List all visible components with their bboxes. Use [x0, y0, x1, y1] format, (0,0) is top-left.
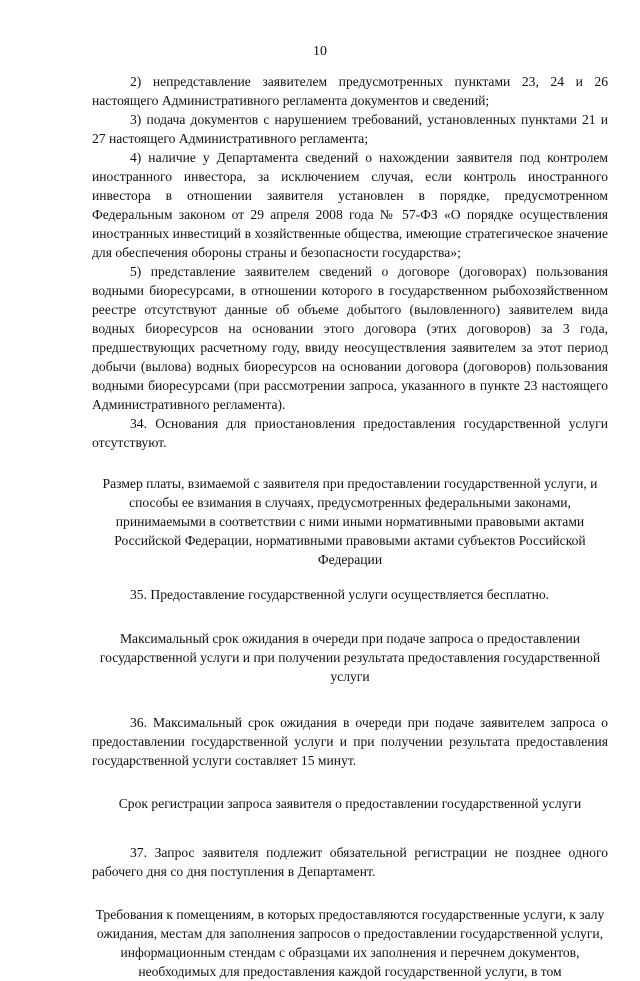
section-heading-queue-time: Максимальный срок ожидания в очереди при подаче запроса о предоставлении государственной услуги и при получении результата предоставления государственной услуги	[99, 631, 601, 684]
paragraph-item-5: 5) представление заявителем сведений о договоре (договорах) пользования водными биоресурсами, в отношении которого в государственном рыбохозяйственном реестре отсутствуют данные об объеме добытого (выловленного) заявителем вида водных биоресурсов на основании этого договора (этих договоров) за 3 года, предшествующих расчетному году, ввиду неосуществления заявителем за этот период добычи (вылова) водных биоресурсов на основании договора (договоров) пользования водными биоресурсами (при рассмотрении запроса, указанного в пункте 23 настоящего Административного регламента).	[92, 264, 608, 412]
document-body	[92, 72, 608, 981]
paragraph-item-3: 3) подача документов с нарушением требований, установленных пунктами 21 и 27 настоящего Административного регламента;	[92, 112, 608, 146]
section-heading-fee: Размер платы, взимаемой с заявителя при предоставлении государственной услуги, и способы ее взимания в случаях, предусмотренных федеральными законами, принимаемыми в соответствии с ними иными нормативными правовыми актами Российской Федерации, нормативными правовыми актами субъектов Российской Федерации	[102, 476, 598, 567]
paragraph-35: 35. Предоставление государственной услуги осуществляется бесплатно.	[130, 587, 550, 602]
section-heading-registration: Срок регистрации запроса заявителя о предоставлении государственной услуги	[118, 796, 582, 811]
paragraph-36: 36. Максимальный срок ожидания в очереди при подаче заявителем запроса о предоставлении государственной услуги и при получении результата предоставления государственной услуги составляет 15 минут.	[92, 715, 608, 768]
paragraph-item-4: 4) наличие у Департамента сведений о нахождении заявителя под контролем иностранного инвестора, за исключением случая, если контроль иностранного инвестора в отношении заявителя установлен в порядке, предусмотренном Федеральным законом от 29 апреля 2008 года № 57-ФЗ «О порядке осуществления иностранных инвестиций в хозяйственные общества, имеющие стратегическое значение для обеспечения обороны страны и безопасности государства»;	[92, 150, 608, 260]
paragraph-34: 34. Основания для приостановления предоставления государственной услуги отсутствуют.	[92, 416, 608, 450]
paragraph-37: 37. Запрос заявителя подлежит обязательной регистрации не позднее одного рабочего дня со дня поступления в Департамент.	[92, 845, 608, 879]
section-heading-premises: Требования к помещениям, в которых предоставляются государственные услуги, к залу ожидания, местам для заполнения запросов о предоставлении государственной услуги, информационным стендам с образцами их заполнения и перечнем документов, необходимых для предоставления каждой государственной услуги, в том	[95, 907, 605, 979]
paragraph-item-2: 2) непредставление заявителем предусмотренных пунктами 23, 24 и 26 настоящего Административного регламента документов и сведений;	[92, 74, 608, 108]
page-number: 10	[313, 44, 327, 59]
